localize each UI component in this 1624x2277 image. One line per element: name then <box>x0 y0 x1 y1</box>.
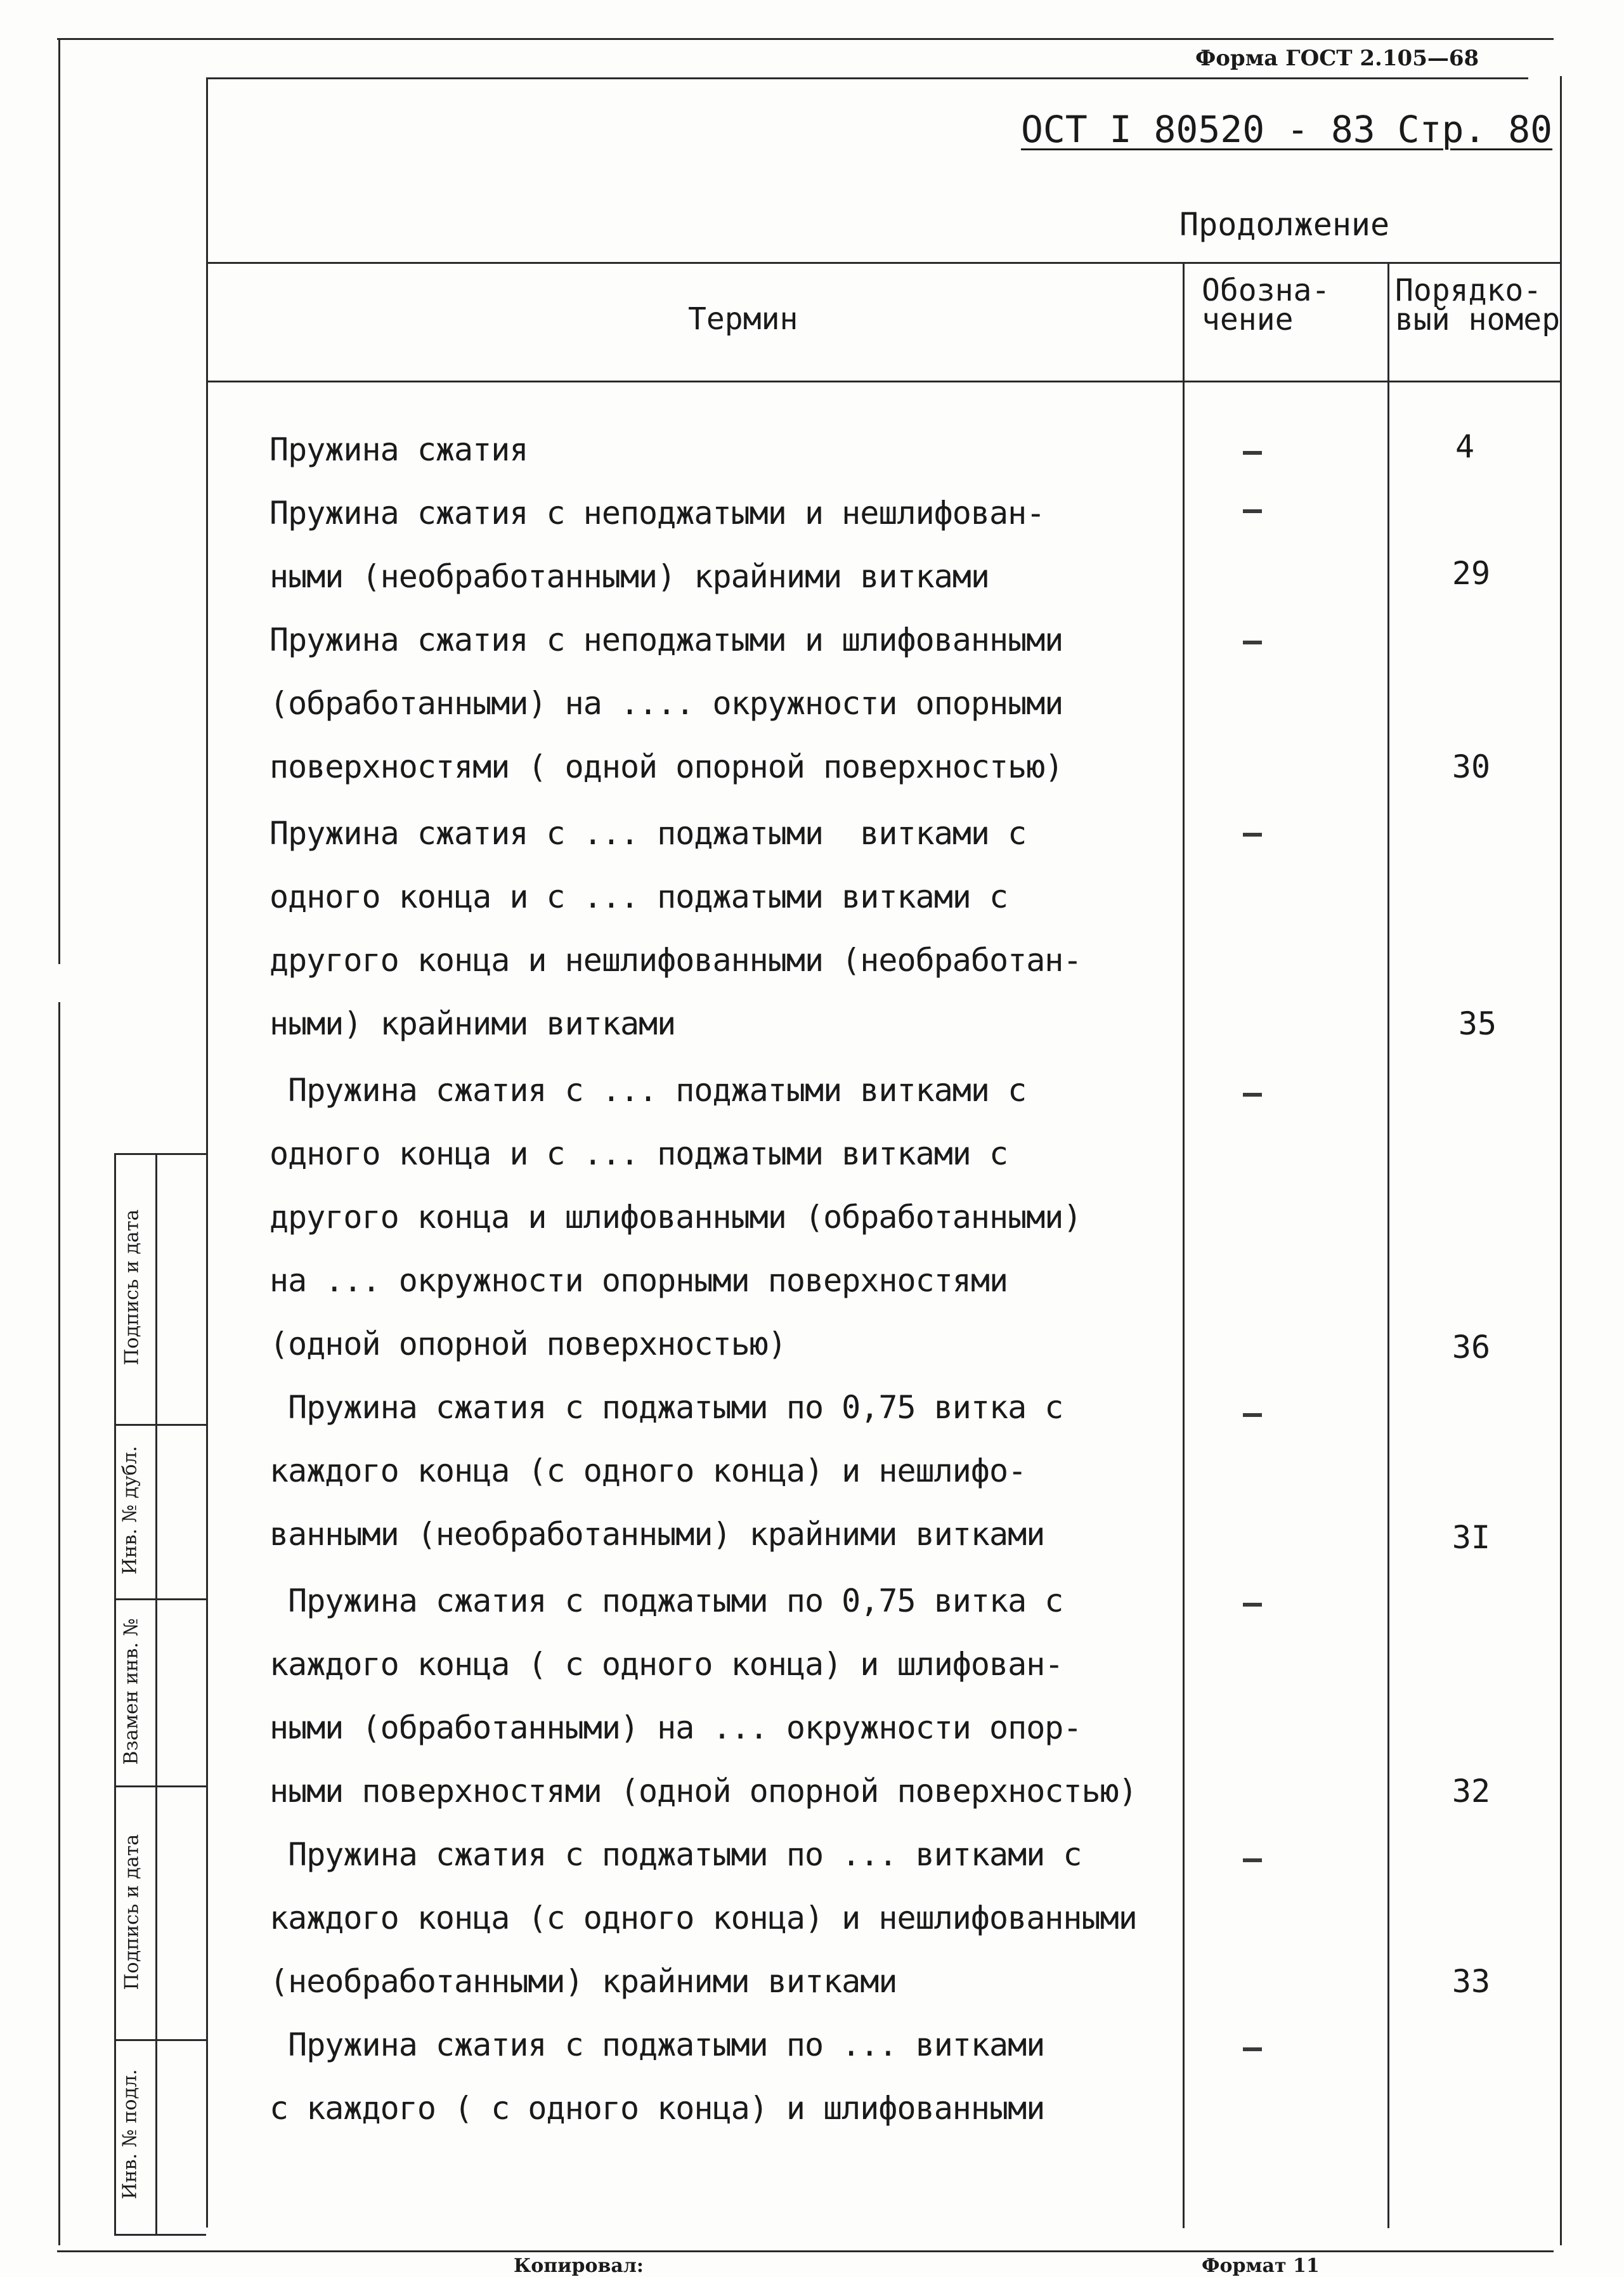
designation-dash <box>1243 1603 1262 1607</box>
term-line: (одной опорной поверхностью) <box>270 1326 786 1362</box>
table-header-top-line <box>206 262 1560 264</box>
designation-dash <box>1243 1413 1262 1417</box>
footer-copied: Копировал: <box>514 2255 644 2277</box>
term-line: одного конца и с ... поджатыми витками с <box>270 878 1008 915</box>
designation-dash <box>1243 451 1262 455</box>
outer-left-border-lower <box>58 1002 60 2245</box>
stamp-divider-3 <box>114 1785 206 1787</box>
term-line: Пружина сжатия с поджатыми по 0,75 витка с <box>270 1582 1063 1619</box>
term-line: (обработанными) на .... окружности опорными <box>270 685 1063 722</box>
column-header-designation-1: Обозна- <box>1202 273 1330 308</box>
term-line: ными (обработанными) на ... окружности опор- <box>270 1709 1082 1746</box>
designation-dash <box>1243 1858 1262 1862</box>
frame-top-line <box>206 77 1528 79</box>
stamp-replace-inv: Взамен инв. № <box>120 1618 143 1765</box>
designation-dash <box>1243 641 1262 644</box>
term-line: каждого конца (с одного конца) и нешлифо- <box>270 1452 1027 1489</box>
stamp-bottom-line <box>114 2234 206 2236</box>
stamp-dup-inv: Инв. № дубл. <box>119 1445 141 1575</box>
stamp-sign-date-2: Подпись и дата <box>120 1834 143 1990</box>
stamp-sign-date-1: Подпись и дата <box>120 1209 143 1366</box>
table-header-bottom-line <box>206 381 1560 382</box>
term-line: Пружина сжатия с поджатыми по 0,75 витка с <box>270 1389 1063 1426</box>
stamp-divider-1 <box>114 1424 206 1426</box>
ordinal-number: 36 <box>1452 1329 1491 1366</box>
term-line: Пружина сжатия с неподжатыми и шлифованными <box>270 622 1063 658</box>
term-line: с каждого ( с одного конца) и шлифованными <box>270 2090 1045 2127</box>
stamp-orig-inv: Инв. № подл. <box>119 2069 141 2200</box>
stamp-inner-vertical <box>114 1153 116 2235</box>
ordinal-number: 30 <box>1452 748 1491 785</box>
term-line: Пружина сжатия с ... поджатыми витками с <box>270 815 1027 852</box>
designation-dash <box>1243 1093 1262 1097</box>
outer-left-border <box>58 38 60 964</box>
frame-left-line <box>206 77 208 2228</box>
frame-right-line <box>1560 76 1562 2245</box>
document-number: ОСТ I 80520 - 83 Стр. 80 <box>1021 108 1553 151</box>
column-header-designation-2: чение <box>1202 302 1294 337</box>
term-line: одного конца и с ... поджатыми витками с <box>270 1135 1008 1172</box>
designation-dash <box>1243 2047 1262 2051</box>
ordinal-number: 35 <box>1458 1005 1497 1042</box>
term-line: другого конца и нешлифованными (необработан- <box>270 942 1082 979</box>
ordinal-number: 4 <box>1455 428 1475 465</box>
term-line: ными поверхностями (одной опорной поверхностью) <box>270 1773 1137 1810</box>
term-line: каждого конца ( с одного конца) и шлифован- <box>270 1646 1063 1683</box>
ordinal-number: 29 <box>1452 555 1491 592</box>
stamp-top-line <box>114 1153 206 1155</box>
term-line: Пружина сжатия <box>270 431 528 468</box>
ordinal-number: 33 <box>1452 1963 1491 2000</box>
term-line: Пружина сжатия с ... поджатыми витками с <box>270 1072 1027 1109</box>
column-divider-1 <box>1183 262 1185 2228</box>
term-line: ными) крайними витками <box>270 1005 676 1042</box>
stamp-mid-vertical <box>155 1153 157 2235</box>
term-line: каждого конца (с одного конца) и нешлифованными <box>270 1900 1137 1936</box>
term-line: поверхностями ( одной опорной поверхностью) <box>270 748 1063 785</box>
footer-format: Формат 11 <box>1202 2255 1320 2277</box>
term-line: другого конца и шлифованными (обработанными) <box>270 1199 1082 1236</box>
term-line: Пружина сжатия с неподжатыми и нешлифован- <box>270 495 1045 532</box>
designation-dash <box>1243 509 1262 513</box>
column-header-term: Термин <box>688 301 798 337</box>
term-line: ванными (необработанными) крайними витками <box>270 1516 1045 1553</box>
bottom-border <box>57 2250 1554 2252</box>
outer-top-border <box>57 38 1554 40</box>
term-line: Пружина сжатия с поджатыми по ... витками <box>270 2026 1045 2063</box>
ordinal-number: 3I <box>1452 1519 1491 1556</box>
term-line: Пружина сжатия с поджатыми по ... витками с <box>270 1836 1082 1873</box>
column-header-number-1: Порядко- <box>1395 273 1542 308</box>
continued-label: Продолжение <box>1179 206 1390 243</box>
stamp-divider-2 <box>114 1598 206 1600</box>
form-label: Форма ГОСТ 2.105—68 <box>1195 46 1479 71</box>
designation-dash <box>1243 833 1262 837</box>
term-line: на ... окружности опорными поверхностями <box>270 1262 1008 1299</box>
stamp-divider-4 <box>114 2039 206 2041</box>
ordinal-number: 32 <box>1452 1773 1491 1810</box>
column-header-number-2: вый номер <box>1395 302 1561 337</box>
term-line: (необработанными) крайними витками <box>270 1963 897 2000</box>
term-line: ными (необработанными) крайними витками <box>270 558 989 595</box>
